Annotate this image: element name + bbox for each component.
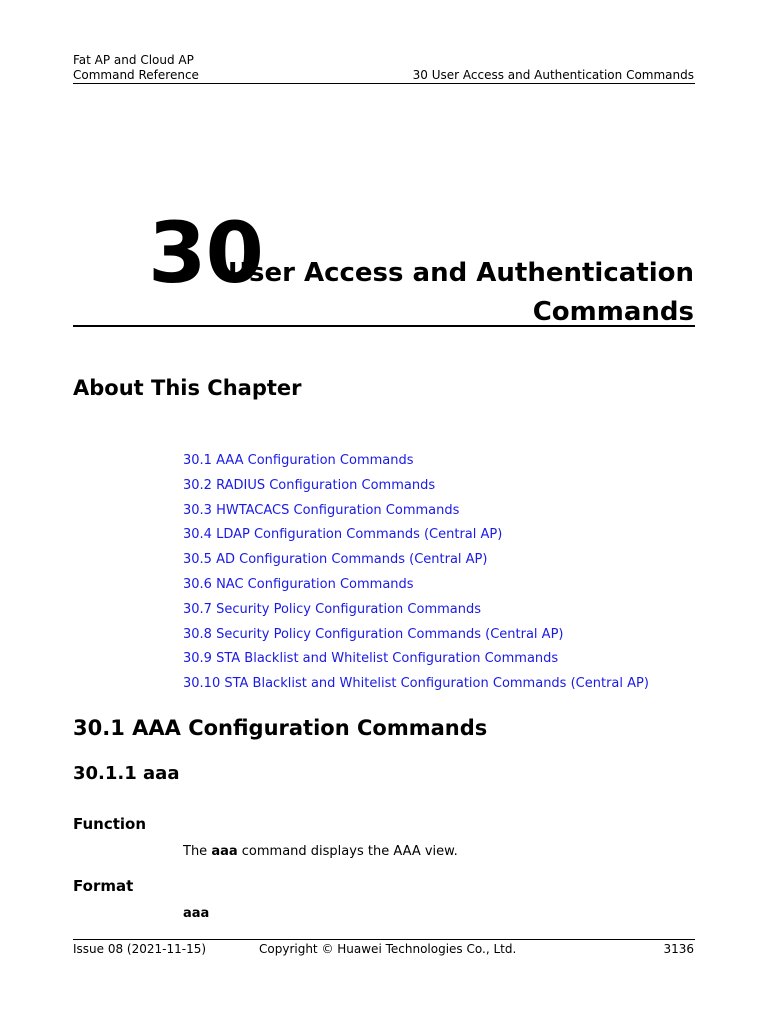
toc-link[interactable]: 30.9 STA Blacklist and Whitelist Configuration Commands: [183, 651, 559, 667]
chapter-title-line1: User Access and Authentication: [227, 258, 694, 288]
header-product-line1: Fat AP and Cloud AP: [73, 53, 194, 67]
chapter-title: [224, 254, 694, 332]
function-text-prefix: The: [183, 844, 212, 859]
chapter-divider: [73, 325, 695, 327]
toc-link[interactable]: 30.3 HWTACACS Configuration Commands: [183, 502, 460, 518]
toc-item: [183, 551, 649, 576]
section-heading: 30.1 AAA Configuration Commands: [73, 716, 488, 740]
toc-item: [183, 452, 649, 477]
toc-item: [183, 576, 649, 601]
chapter-title-line2: Commands: [532, 297, 694, 327]
header-divider: [73, 83, 695, 84]
toc-item: [183, 502, 649, 527]
function-description: [183, 843, 458, 861]
format-command: aaa: [183, 906, 210, 921]
header-chapter-ref: 30 User Access and Authentication Commands: [412, 68, 694, 82]
toc-item: [183, 601, 649, 626]
toc-item: [183, 675, 649, 700]
toc-link[interactable]: 30.2 RADIUS Configuration Commands: [183, 477, 436, 493]
toc-link[interactable]: 30.4 LDAP Configuration Commands (Central AP): [183, 527, 503, 543]
toc-link[interactable]: 30.5 AD Configuration Commands (Central AP): [183, 552, 488, 568]
chapter-number: 30: [148, 204, 263, 302]
function-text-suffix: command displays the AAA view.: [237, 844, 458, 859]
toc-link[interactable]: 30.1 AAA Configuration Commands: [183, 453, 414, 468]
footer-issue: Issue 08 (2021-11-15): [73, 942, 207, 956]
footer-copyright: Copyright © Huawei Technologies Co., Ltd.: [259, 942, 517, 956]
toc-item: [183, 477, 649, 502]
toc-item: [183, 626, 649, 651]
toc-link[interactable]: 30.8 Security Policy Configuration Commands (Central AP): [183, 626, 564, 642]
toc-link[interactable]: 30.6 NAC Configuration Commands: [183, 576, 414, 592]
function-heading: Function: [73, 815, 147, 833]
footer-divider: [73, 939, 695, 940]
function-command-name: aaa: [211, 844, 238, 859]
toc-item: [183, 526, 649, 551]
toc-item: [183, 650, 649, 675]
format-heading: Format: [73, 877, 134, 895]
toc-link[interactable]: 30.7 Security Policy Configuration Commands: [183, 601, 482, 617]
page-header-product: [73, 53, 199, 83]
footer-page-number: 3136: [663, 942, 694, 956]
about-chapter-heading: About This Chapter: [73, 376, 302, 400]
toc-link[interactable]: 30.10 STA Blacklist and Whitelist Configuration Commands (Central AP): [183, 676, 649, 692]
chapter-toc: [183, 452, 649, 700]
subsection-heading: 30.1.1 aaa: [73, 763, 180, 784]
header-product-line2: Command Reference: [73, 68, 199, 82]
